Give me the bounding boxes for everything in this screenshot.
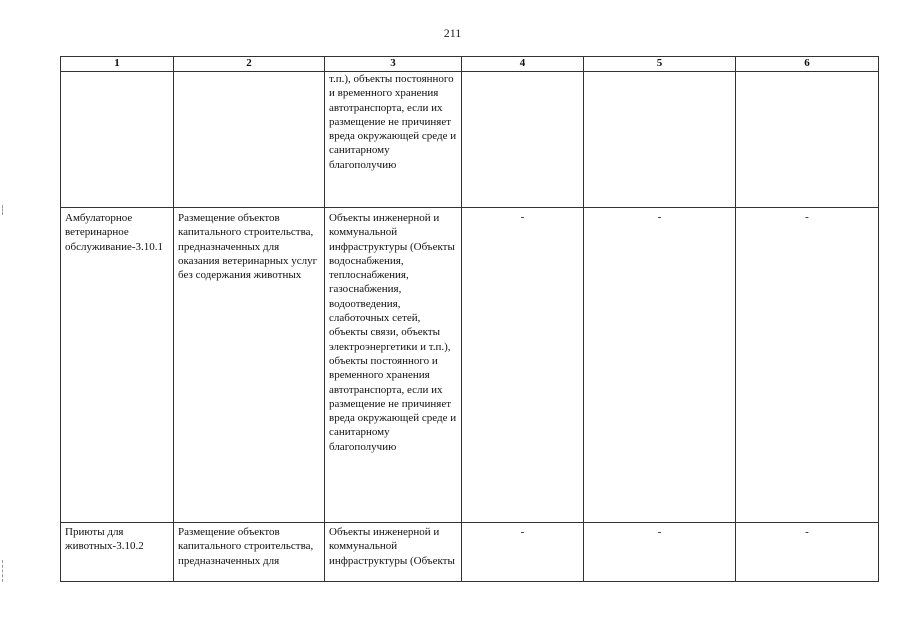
page-number: 211 xyxy=(443,26,462,40)
cell-text: - xyxy=(805,211,809,223)
table-cell xyxy=(174,208,325,523)
zoning-table xyxy=(60,56,879,582)
table-row xyxy=(61,72,879,208)
cell-text: Размещение объектов капитального строительства, предназначенных для xyxy=(178,526,314,567)
table-cell xyxy=(61,72,174,208)
table-cell xyxy=(462,72,584,208)
table-cell xyxy=(736,523,879,582)
table-cell xyxy=(584,72,736,208)
table-cell xyxy=(325,72,462,208)
column-header-5: 5 xyxy=(584,57,736,72)
cell-text: Объекты инженерной и коммунальной инфраструктуры (Объекты xyxy=(329,526,455,567)
cell-text: - xyxy=(657,526,662,538)
cell-text: - xyxy=(520,526,525,538)
table-row xyxy=(61,208,879,523)
table-cell xyxy=(736,208,879,523)
cell-text: Амбулаторное ветеринарное обслуживание-3.10.1 xyxy=(65,212,164,253)
cell-text: - xyxy=(520,211,525,223)
cell-text: т.п.), объекты постоянного и временного хранения автотранспорта, если их размещение не причиняет вреда окружающей среде и санитарному благополучию xyxy=(329,73,457,171)
table-cell xyxy=(584,523,736,582)
table-cell xyxy=(61,208,174,523)
cell-text: Приюты для животных-3.10.2 xyxy=(65,526,144,553)
table-cell xyxy=(174,523,325,582)
table-cell xyxy=(462,523,584,582)
table-cell xyxy=(174,72,325,208)
cell-text: Объекты инженерной и коммунальной инфраструктуры (Объекты водоснабжения, теплоснабжения, газоснабжения, водоотведения, слаботочных сетей, объекты связи, объекты электроэнергетики и т.п.), объекты постоянного и временного хранения автотранспорта, если их размещение не причиняет вреда окружающей среде и санитарному благополучию xyxy=(329,212,457,453)
table-cell xyxy=(462,208,584,523)
table-cell xyxy=(584,208,736,523)
table-cell xyxy=(736,72,879,208)
cell-text: - xyxy=(657,211,662,223)
column-header-2: 2 xyxy=(174,57,325,72)
table-cell xyxy=(325,523,462,582)
column-header-1: 1 xyxy=(61,57,174,72)
table-cell xyxy=(325,208,462,523)
column-header-6: 6 xyxy=(736,57,879,72)
table-header-row xyxy=(61,57,879,72)
column-header-4: 4 xyxy=(462,57,584,72)
column-header-3: 3 xyxy=(325,57,462,72)
margin-scan-mark xyxy=(2,205,6,215)
margin-scan-mark xyxy=(2,560,6,582)
cell-text: Размещение объектов капитального строительства, предназначенных для оказания ветеринарных услуг без содержания животных xyxy=(178,212,318,282)
cell-text: - xyxy=(805,526,809,538)
table-cell xyxy=(61,523,174,582)
table-row xyxy=(61,523,879,582)
